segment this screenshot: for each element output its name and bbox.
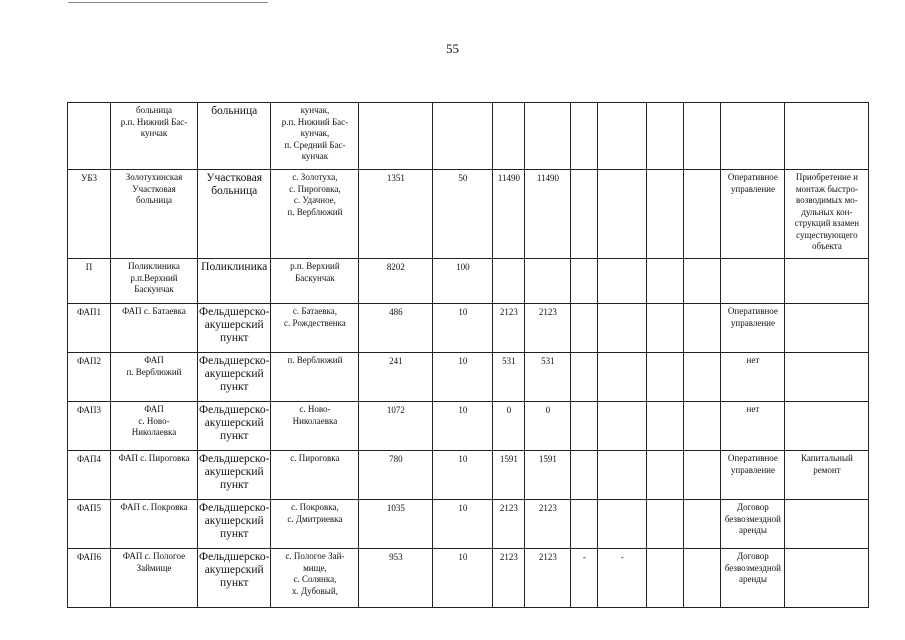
cell-ownership-form xyxy=(721,259,785,304)
cell-extra-3 xyxy=(647,402,684,451)
cell-extra-2 xyxy=(598,304,647,353)
cell-value-1: 531 xyxy=(493,353,525,402)
cell-facility-type: Фельдшерско- акушерский пункт xyxy=(198,353,271,402)
cell-capacity xyxy=(433,103,493,170)
cell-population: 1072 xyxy=(359,402,433,451)
cell-facility-type: Фельдшерско- акушерский пункт xyxy=(198,304,271,353)
cell-capacity: 100 xyxy=(433,259,493,304)
table-row xyxy=(68,170,869,259)
cell-ownership-form: Договор безвозмездной аренды xyxy=(721,500,785,549)
cell-extra-2 xyxy=(598,259,647,304)
cell-value-1: 2123 xyxy=(493,304,525,353)
cell-extra-4 xyxy=(684,500,721,549)
cell-facility-name: Поликлиника р.п.Верхний Баскунчак xyxy=(111,259,198,304)
header-rule xyxy=(68,2,268,3)
cell-value-1: 2123 xyxy=(493,549,525,608)
cell-facility-name: ФАП с. Батаевка xyxy=(111,304,198,353)
cell-extra-3 xyxy=(647,259,684,304)
cell-value-2 xyxy=(525,103,571,170)
cell-ownership-form xyxy=(721,103,785,170)
cell-settlements: с. Золотуха, с. Пироговка, с. Удачное, п. Верблюжий xyxy=(271,170,359,259)
cell-ownership-form: нет xyxy=(721,353,785,402)
cell-note xyxy=(785,259,869,304)
table-row xyxy=(68,500,869,549)
table-row xyxy=(68,451,869,500)
table-row xyxy=(68,353,869,402)
cell-note xyxy=(785,402,869,451)
cell-extra-1 xyxy=(571,304,598,353)
cell-code: ФАП6 xyxy=(68,549,111,608)
cell-population xyxy=(359,103,433,170)
cell-facility-type: Фельдшерско- акушерский пункт xyxy=(198,402,271,451)
table-row xyxy=(68,259,869,304)
cell-settlements: с. Пологое Зай- мище, с. Солянка, х. Дубовый, xyxy=(271,549,359,608)
cell-extra-4 xyxy=(684,402,721,451)
cell-population: 1351 xyxy=(359,170,433,259)
cell-extra-3 xyxy=(647,353,684,402)
cell-settlements: с. Батаевка, с. Рождественка xyxy=(271,304,359,353)
cell-note xyxy=(785,103,869,170)
cell-ownership-form: Оперативное управление xyxy=(721,170,785,259)
cell-capacity: 10 xyxy=(433,500,493,549)
cell-value-2: 2123 xyxy=(525,549,571,608)
cell-capacity: 10 xyxy=(433,402,493,451)
cell-capacity: 50 xyxy=(433,170,493,259)
page-number: 55 xyxy=(446,41,459,56)
table-row xyxy=(68,304,869,353)
cell-value-2: 0 xyxy=(525,402,571,451)
cell-facility-type: Фельдшерско- акушерский пункт xyxy=(198,451,271,500)
cell-extra-1: - xyxy=(571,549,598,608)
table-row xyxy=(68,402,869,451)
cell-facility-name: ФАП п. Верблюжий xyxy=(111,353,198,402)
cell-value-1 xyxy=(493,259,525,304)
table-row xyxy=(68,549,869,608)
cell-value-2: 531 xyxy=(525,353,571,402)
cell-extra-3 xyxy=(647,549,684,608)
cell-value-2 xyxy=(525,259,571,304)
cell-note: Капитальный ремонт xyxy=(785,451,869,500)
cell-facility-name: ФАП с. Покровка xyxy=(111,500,198,549)
cell-value-2: 2123 xyxy=(525,304,571,353)
cell-capacity: 10 xyxy=(433,451,493,500)
cell-extra-2 xyxy=(598,170,647,259)
cell-settlements: п. Верблюжий xyxy=(271,353,359,402)
cell-note xyxy=(785,304,869,353)
cell-extra-4 xyxy=(684,103,721,170)
cell-extra-2 xyxy=(598,103,647,170)
cell-value-1: 11490 xyxy=(493,170,525,259)
cell-extra-4 xyxy=(684,353,721,402)
cell-population: 8202 xyxy=(359,259,433,304)
cell-ownership-form: нет xyxy=(721,402,785,451)
cell-code: ФАП3 xyxy=(68,402,111,451)
cell-extra-3 xyxy=(647,304,684,353)
cell-extra-2 xyxy=(598,402,647,451)
cell-value-1: 0 xyxy=(493,402,525,451)
cell-facility-type: Поликлиника xyxy=(198,259,271,304)
cell-facility-name: больница р.п. Нижний Бас- кунчак xyxy=(111,103,198,170)
cell-extra-3 xyxy=(647,500,684,549)
cell-ownership-form: Оперативное управление xyxy=(721,451,785,500)
cell-facility-type: Фельдшерско- акушерский пункт xyxy=(198,500,271,549)
cell-extra-3 xyxy=(647,170,684,259)
cell-value-1: 1591 xyxy=(493,451,525,500)
table-row xyxy=(68,103,869,170)
cell-settlements: с. Ново- Николаевка xyxy=(271,402,359,451)
cell-extra-2 xyxy=(598,451,647,500)
cell-facility-type: Участковая больница xyxy=(198,170,271,259)
cell-ownership-form: Оперативное управление xyxy=(721,304,785,353)
cell-code: УБ3 xyxy=(68,170,111,259)
cell-settlements: с. Покровка, с. Дмитриевка xyxy=(271,500,359,549)
cell-note: Приобретение и монтаж быстро- возводимых мо- дульных кон- струкций взамен существующего объекта xyxy=(785,170,869,259)
cell-population: 241 xyxy=(359,353,433,402)
cell-extra-1 xyxy=(571,500,598,549)
cell-capacity: 10 xyxy=(433,304,493,353)
cell-value-2: 11490 xyxy=(525,170,571,259)
cell-extra-2 xyxy=(598,353,647,402)
cell-facility-type: Фельдшерско- акушерский пункт xyxy=(198,549,271,608)
cell-code: ФАП5 xyxy=(68,500,111,549)
cell-extra-3 xyxy=(647,451,684,500)
cell-extra-1 xyxy=(571,170,598,259)
cell-extra-1 xyxy=(571,451,598,500)
cell-extra-1 xyxy=(571,353,598,402)
cell-facility-name: ФАП с. Ново- Николаевка xyxy=(111,402,198,451)
cell-code: ФАП1 xyxy=(68,304,111,353)
cell-extra-4 xyxy=(684,170,721,259)
cell-code xyxy=(68,103,111,170)
cell-note xyxy=(785,353,869,402)
cell-extra-1 xyxy=(571,103,598,170)
cell-facility-name: ФАП с. Пироговка xyxy=(111,451,198,500)
cell-extra-1 xyxy=(571,402,598,451)
cell-facility-name: Золотухинская Участковая больница xyxy=(111,170,198,259)
cell-population: 953 xyxy=(359,549,433,608)
cell-value-2: 1591 xyxy=(525,451,571,500)
cell-extra-3 xyxy=(647,103,684,170)
cell-population: 486 xyxy=(359,304,433,353)
cell-code: ФАП2 xyxy=(68,353,111,402)
cell-settlements: с. Пироговка xyxy=(271,451,359,500)
facilities-table xyxy=(67,102,869,608)
cell-capacity: 10 xyxy=(433,549,493,608)
cell-extra-4 xyxy=(684,451,721,500)
cell-settlements: кунчак, р.п. Нижний Бас- кунчак, п. Средний Бас- кунчак xyxy=(271,103,359,170)
cell-note xyxy=(785,500,869,549)
cell-population: 1035 xyxy=(359,500,433,549)
cell-code: ФАП4 xyxy=(68,451,111,500)
cell-ownership-form: Договор безвозмездной аренды xyxy=(721,549,785,608)
cell-extra-4 xyxy=(684,304,721,353)
cell-facility-type: больница xyxy=(198,103,271,170)
cell-value-1: 2123 xyxy=(493,500,525,549)
cell-code: П xyxy=(68,259,111,304)
cell-facility-name: ФАП с. Пологое Займище xyxy=(111,549,198,608)
cell-value-2: 2123 xyxy=(525,500,571,549)
cell-settlements: р.п. Верхний Баскунчак xyxy=(271,259,359,304)
cell-extra-4 xyxy=(684,549,721,608)
cell-extra-1 xyxy=(571,259,598,304)
cell-note xyxy=(785,549,869,608)
cell-extra-2 xyxy=(598,500,647,549)
cell-extra-2: - xyxy=(598,549,647,608)
cell-extra-4 xyxy=(684,259,721,304)
cell-capacity: 10 xyxy=(433,353,493,402)
cell-population: 780 xyxy=(359,451,433,500)
cell-value-1 xyxy=(493,103,525,170)
